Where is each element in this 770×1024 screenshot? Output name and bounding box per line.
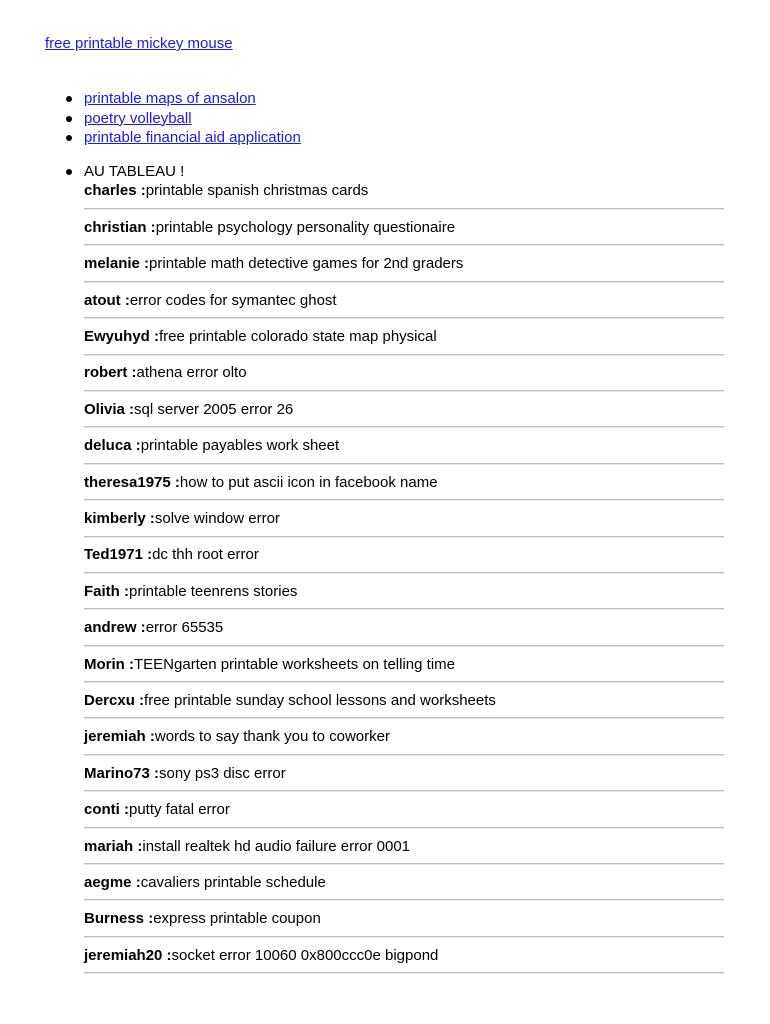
comment-row — [84, 901, 724, 937]
comment-text: athena error olto — [136, 364, 247, 382]
comment-text: sql server 2005 error 26 — [134, 400, 294, 418]
comment-author: melanie : — [84, 255, 150, 273]
comment-row — [84, 319, 724, 355]
comment-text: printable teenrens stories — [129, 582, 298, 600]
comment-row — [84, 610, 724, 646]
comment-text: how to put ascii icon in facebook name — [179, 473, 438, 491]
comment-text: printable payables work sheet — [140, 437, 340, 455]
comment-text: dc thh root error — [152, 546, 259, 564]
tableau-heading-row — [84, 163, 724, 181]
comment-list — [84, 181, 724, 973]
comment-author: jeremiah20 : — [84, 946, 172, 964]
comment-author: conti : — [84, 801, 129, 819]
tableau-heading: AU TABLEAU ! — [84, 163, 185, 180]
comment-text: TEENgarten printable worksheets on telling time — [134, 655, 455, 673]
comment-author: mariah : — [84, 837, 143, 855]
comment-author: Faith : — [84, 582, 129, 600]
comment-author: charles : — [84, 182, 146, 199]
comment-author: Ewyuhyd : — [84, 328, 160, 346]
comment-author: deluca : — [84, 437, 141, 455]
comment-row — [84, 246, 724, 282]
comment-text: solve window error — [154, 510, 280, 528]
comment-row — [84, 392, 724, 428]
comment-author: kimberly : — [84, 510, 155, 528]
comment-row — [84, 938, 724, 974]
comment-row — [84, 181, 724, 209]
comment-author: robert : — [84, 364, 137, 382]
comment-row — [84, 683, 724, 719]
comment-row — [84, 537, 724, 573]
comment-row — [84, 756, 724, 792]
comment-text: printable math detective games for 2nd graders — [149, 255, 464, 273]
comment-text: free printable sunday school lessons and worksheets — [144, 691, 496, 709]
link-financial-aid[interactable]: printable financial aid application — [84, 129, 301, 147]
comment-author: Dercxu : — [84, 691, 145, 709]
comment-row — [84, 501, 724, 537]
top-link[interactable]: free printable mickey mouse — [45, 35, 233, 52]
bullet-icon — [66, 135, 72, 141]
comment-text: express printable coupon — [153, 910, 321, 928]
comment-row — [84, 865, 724, 901]
comment-author: andrew : — [84, 619, 146, 637]
comment-text: words to say thank you to coworker — [154, 728, 390, 746]
comment-row — [84, 210, 724, 246]
comment-author: jeremiah : — [84, 728, 155, 746]
comment-text: socket error 10060 0x800ccc0e bigpond — [171, 946, 439, 964]
tableau-section — [84, 163, 724, 974]
comment-text: error 65535 — [145, 619, 224, 637]
bullet-icon — [66, 96, 72, 102]
comment-text: putty fatal error — [129, 801, 230, 819]
comment-row — [84, 283, 724, 319]
comment-row — [84, 574, 724, 610]
comment-author: christian : — [84, 218, 156, 236]
comment-row — [84, 647, 724, 683]
comment-text: cavaliers printable schedule — [140, 873, 326, 891]
comment-row — [84, 355, 724, 391]
comment-row — [84, 829, 724, 865]
link-poetry-volleyball[interactable]: poetry volleyball — [84, 109, 192, 127]
comment-text: printable psychology personality questionaire — [155, 218, 456, 236]
list-item — [84, 128, 301, 148]
comment-row — [84, 792, 724, 828]
comment-text: error codes for symantec ghost — [129, 291, 337, 309]
comment-author: aegme : — [84, 873, 141, 891]
comment-author: atout : — [84, 291, 130, 309]
bullet-icon — [66, 116, 72, 122]
comment-text: printable spanish christmas cards — [145, 182, 369, 199]
comment-author: Marino73 : — [84, 764, 160, 782]
comment-text: free printable colorado state map physical — [159, 328, 437, 346]
list-item — [84, 109, 301, 129]
comment-author: theresa1975 : — [84, 473, 180, 491]
comment-row — [84, 428, 724, 464]
comment-author: Morin : — [84, 655, 134, 673]
bullet-icon — [66, 169, 72, 175]
comment-row — [84, 465, 724, 501]
comment-author: Ted1971 : — [84, 546, 153, 564]
comment-text: sony ps3 disc error — [159, 764, 286, 782]
list-item — [84, 89, 301, 109]
comment-row — [84, 719, 724, 755]
comment-author: Olivia : — [84, 400, 135, 418]
comment-author: Burness : — [84, 910, 154, 928]
comment-text: install realtek hd audio failure error 0001 — [142, 837, 411, 855]
link-ansalon-maps[interactable]: printable maps of ansalon — [84, 90, 256, 107]
link-list — [84, 89, 301, 148]
